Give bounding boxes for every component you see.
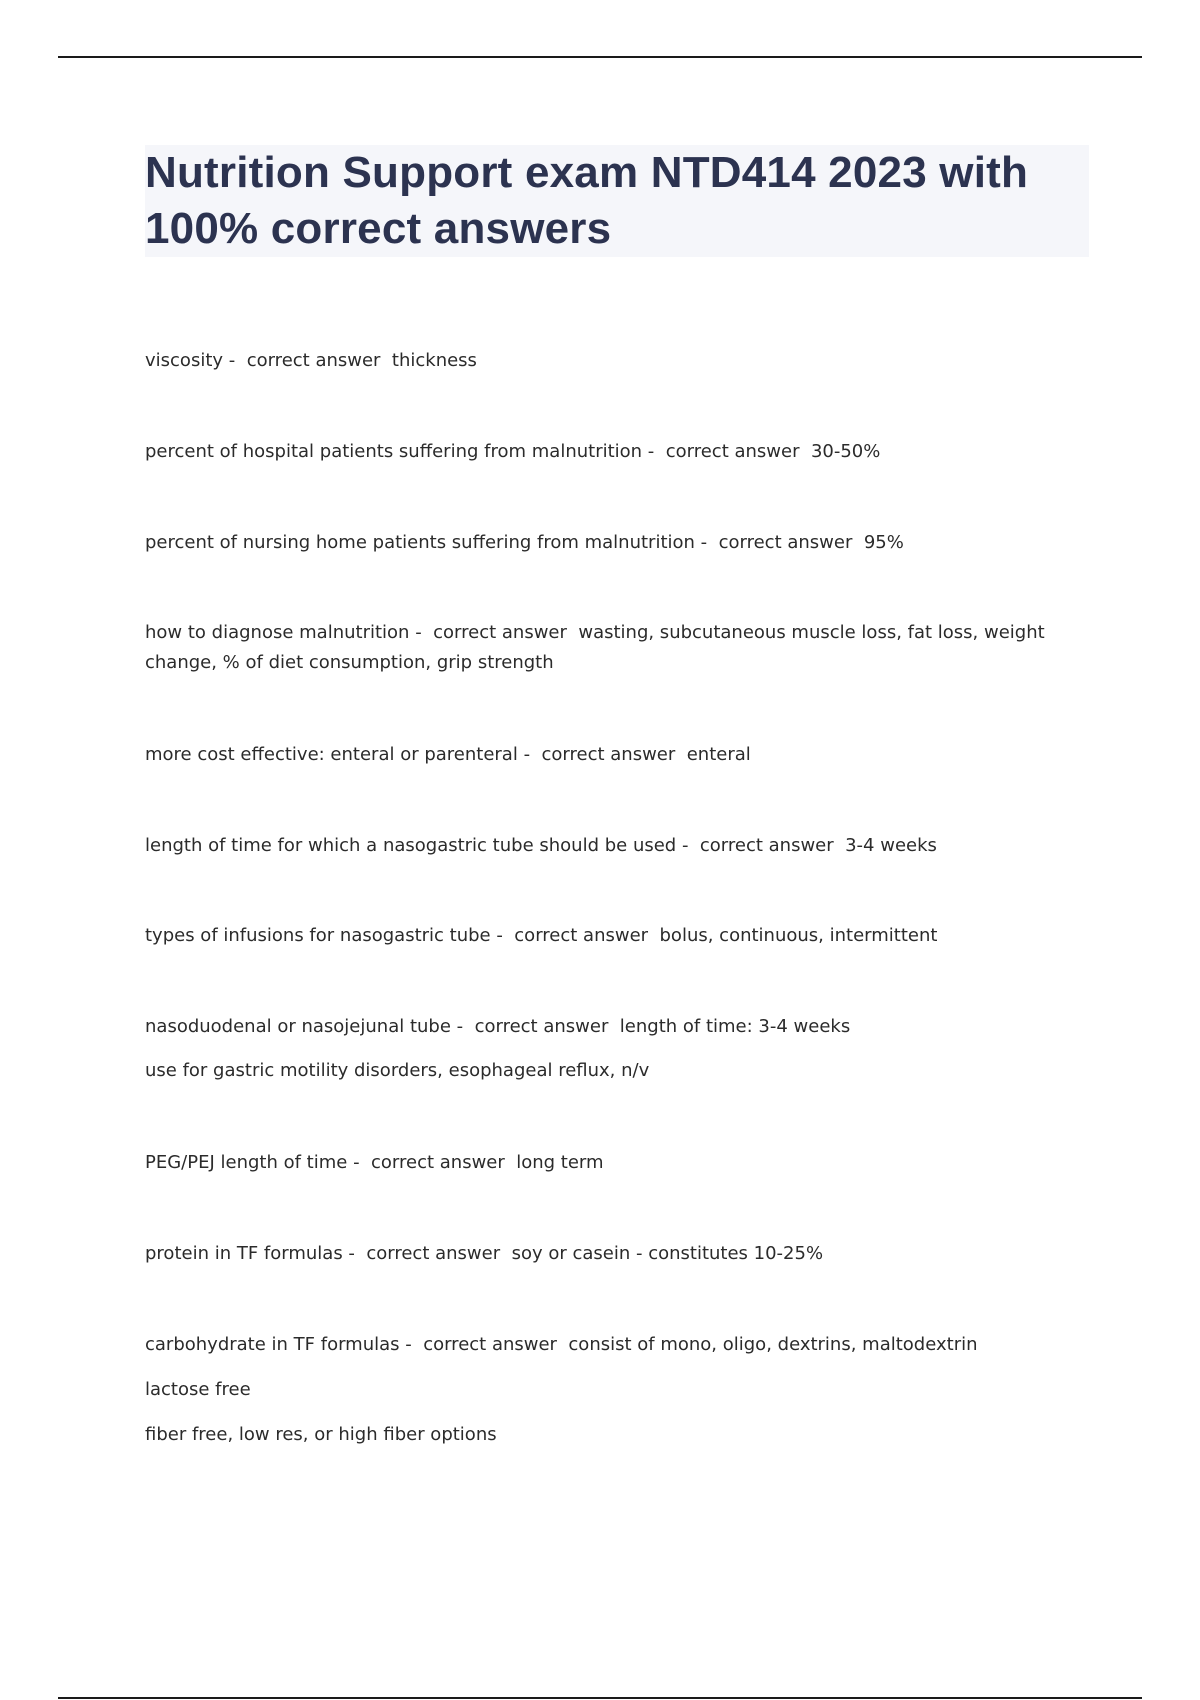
question-text: viscosity — [145, 350, 224, 371]
answer-text: bolus, continuous, intermittent — [659, 925, 938, 946]
qa-item — [145, 1239, 1075, 1269]
separator: - correct answer — [347, 1152, 517, 1173]
title-banner — [145, 145, 1089, 257]
qa-item — [145, 346, 1075, 376]
answer-text: consist of mono, oligo, dextrins, maltodextrin — [568, 1334, 978, 1355]
answer-text: long term — [516, 1152, 604, 1173]
qa-item — [145, 1012, 1075, 1086]
answer-text: thickness — [391, 350, 477, 371]
qa-item — [145, 921, 1075, 951]
qa-item — [145, 1330, 1075, 1450]
qa-item — [145, 1148, 1075, 1178]
qa-item — [145, 528, 1075, 558]
question-text: length of time for which a nasogastric tube should be used — [145, 835, 677, 856]
document-title: Nutrition Support exam NTD414 2023 with 100% correct answers — [145, 148, 1029, 253]
separator: - correct answer — [223, 350, 392, 371]
question-text: protein in TF formulas — [145, 1243, 343, 1264]
separator: - correct answer — [490, 925, 660, 946]
qa-item — [145, 831, 1075, 861]
top-rule — [58, 56, 1142, 58]
separator: - correct answer — [694, 532, 864, 553]
answer-text: 95% — [863, 532, 904, 553]
separator: - correct answer — [409, 622, 579, 643]
question-text: carbohydrate in TF formulas — [145, 1334, 400, 1355]
answer-text: enteral — [686, 744, 751, 765]
answer-extra-line: use for gastric motility disorders, esophageal reflux, n/v — [145, 1060, 650, 1081]
answer-text: soy or casein - constitutes 10-25% — [511, 1243, 824, 1264]
qa-item — [145, 618, 1075, 678]
question-text: how to diagnose malnutrition — [145, 622, 410, 643]
question-text: types of infusions for nasogastric tube — [145, 925, 491, 946]
separator: - correct answer — [642, 441, 811, 462]
qa-item — [145, 740, 1075, 770]
answer-extra-line: lactose free — [145, 1379, 251, 1400]
qa-item — [145, 437, 1075, 467]
answer-text: wasting, subcutaneous muscle loss, fat loss, weight change, % of diet consumption, grip strength — [145, 622, 1045, 673]
separator: - correct answer — [676, 835, 846, 856]
separator: - correct answer — [342, 1243, 512, 1264]
separator: - correct answer — [517, 744, 687, 765]
answer-text: 30-50% — [810, 441, 881, 462]
question-text: PEG/PEJ length of time — [145, 1152, 348, 1173]
answer-text: length of time: 3-4 weeks — [619, 1016, 851, 1037]
question-text: nasoduodenal or nasojejunal tube — [145, 1016, 451, 1037]
separator: - correct answer — [399, 1334, 569, 1355]
answer-extra-line: fiber free, low res, or high fiber options — [145, 1424, 497, 1445]
answer-text: 3-4 weeks — [845, 835, 937, 856]
separator: - correct answer — [450, 1016, 620, 1037]
bottom-rule — [58, 1697, 1142, 1699]
question-text: more cost effective: enteral or parenteral — [145, 744, 518, 765]
question-text: percent of nursing home patients suffering from malnutrition — [145, 532, 695, 553]
question-text: percent of hospital patients suffering from malnutrition — [145, 441, 643, 462]
